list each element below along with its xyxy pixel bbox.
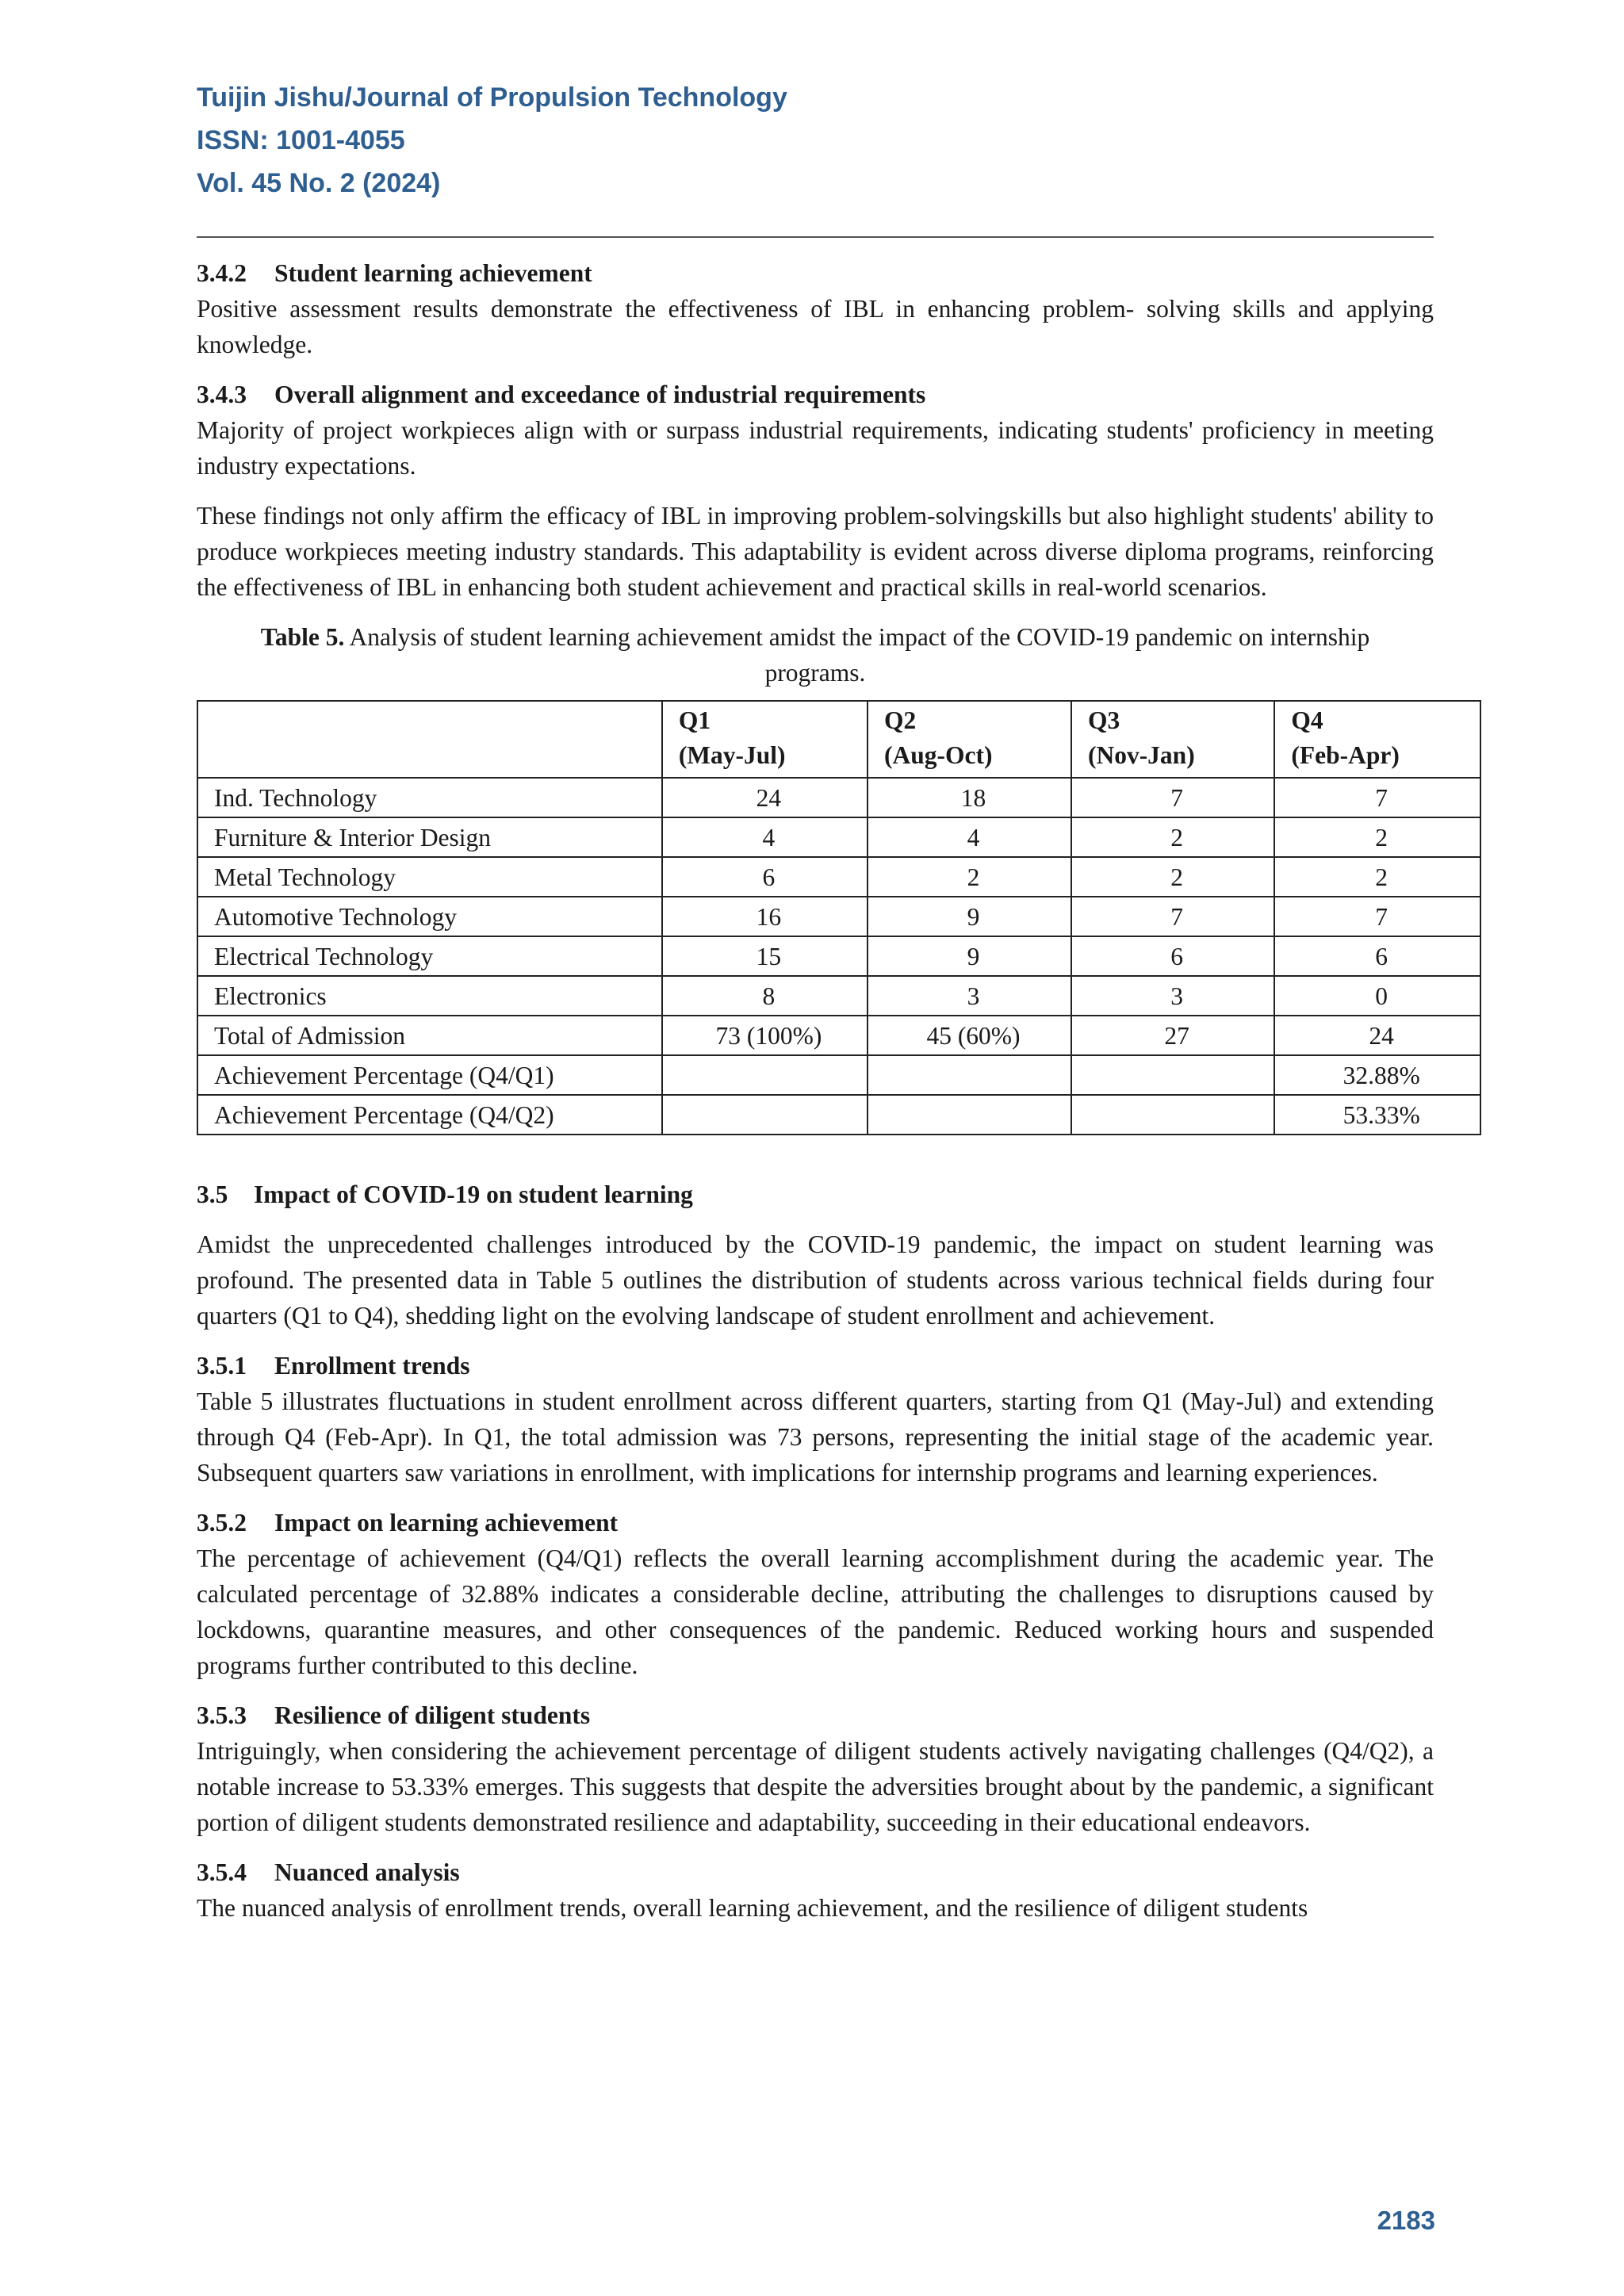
- row-label-cell: Furniture & Interior Design: [197, 817, 662, 857]
- row-label-cell: Automotive Technology: [197, 897, 662, 936]
- value-cell: [662, 1095, 868, 1135]
- section-heading: [197, 1505, 1434, 1540]
- table-row: [197, 976, 1480, 1016]
- page-number: 2183: [1377, 2206, 1435, 2235]
- table-row: [197, 857, 1480, 897]
- row-label-cell: Electrical Technology: [197, 936, 662, 976]
- table-row: [197, 936, 1480, 976]
- paragraph: Majority of project workpieces align with or surpass industrial requirements, indicating students' proficiency in meeting industry expectations.: [197, 416, 1434, 480]
- paragraph: Positive assessment results demonstrate the effectiveness of IBL in enhancing problem- solving skills and applying knowledge.: [197, 295, 1434, 358]
- journal-title: Tuijin Jishu/Journal of Propulsion Technology: [197, 82, 787, 113]
- paragraph: The percentage of achievement (Q4/Q1) reflects the overall learning accomplishment during the academic year. The calculated percentage of 32.88% indicates a considerable decline, attributing the challenges to disruptions caused by lockdowns, quarantine measures, and other consequences of the pandemic. Reduced working hours and suspended programs further contributed to this decline.: [197, 1544, 1434, 1679]
- value-cell: [868, 1055, 1071, 1095]
- row-label-cell: Ind. Technology: [197, 778, 662, 817]
- section-title: Overall alignment and exceedance of industrial requirements: [274, 381, 926, 408]
- value-cell: 0: [1274, 976, 1480, 1016]
- table-caption-text: Analysis of student learning achievement amidst the impact of the COVID-19 pandemic on internship programs.: [349, 623, 1370, 687]
- journal-issn: ISSN: 1001-4055: [197, 125, 405, 155]
- value-cell: 2: [1071, 817, 1274, 857]
- section-heading: [197, 1854, 1434, 1890]
- row-label-cell: Total of Admission: [197, 1016, 662, 1055]
- table-header-cell: Q3 (Nov-Jan): [1071, 701, 1274, 778]
- section-title: Enrollment trends: [274, 1352, 470, 1380]
- value-cell: 24: [1274, 1016, 1480, 1055]
- paragraph: Amidst the unprecedented challenges introduced by the COVID-19 pandemic, the impact on student learning was profound. The presented data in Table 5 outlines the distribution of students across various technical fields during four quarters (Q1 to Q4), shedding light on the evolving landscape of student enrollment and achievement.: [197, 1230, 1434, 1330]
- section-number: 3.5: [197, 1181, 228, 1208]
- section-heading: [197, 1697, 1434, 1733]
- value-cell: 32.88%: [1274, 1055, 1480, 1095]
- value-cell: 7: [1071, 778, 1274, 817]
- table-caption-label: Table 5.: [260, 623, 345, 651]
- paragraph: These findings not only affirm the efficacy of IBL in improving problem-solvingskills but also highlight students' ability to produce workpieces meeting industry standards. This adaptability is evident across diverse diploma programs, reinforcing the effectiveness of IBL in enhancing both student achievement and practical skills in real-world scenarios.: [197, 502, 1434, 601]
- table-row: [197, 817, 1480, 857]
- page-content: [197, 255, 1434, 1926]
- value-cell: 9: [868, 936, 1071, 976]
- value-cell: [1071, 1095, 1274, 1135]
- section-heading: [197, 255, 1434, 291]
- table-caption: [213, 619, 1418, 691]
- table-row: [197, 778, 1480, 817]
- value-cell: 3: [868, 976, 1071, 1016]
- achievement-table: [197, 700, 1481, 1135]
- value-cell: 7: [1274, 778, 1480, 817]
- value-cell: 24: [662, 778, 868, 817]
- paragraph: Intriguingly, when considering the achievement percentage of diligent students actively navigating challenges (Q4/Q2), a notable increase to 53.33% emerges. This suggests that despite the adversities brought about by the pandemic, a significant portion of diligent students demonstrated resilience and adaptability, succeeding in their educational endeavors.: [197, 1737, 1434, 1836]
- section-heading: [197, 377, 1434, 412]
- section-title: Impact of COVID-19 on student learning: [254, 1181, 693, 1208]
- table-row: [197, 897, 1480, 936]
- value-cell: 6: [1274, 936, 1480, 976]
- paragraph: The nuanced analysis of enrollment trends, overall learning achievement, and the resilience of diligent students: [197, 1894, 1308, 1922]
- value-cell: 16: [662, 897, 868, 936]
- section-number: 3.4.2: [197, 259, 247, 287]
- value-cell: 9: [868, 897, 1071, 936]
- table-header-cell: [197, 701, 662, 778]
- table-header-cell: Q1 (May-Jul): [662, 701, 868, 778]
- section-heading: [197, 1177, 1434, 1212]
- value-cell: 2: [1274, 857, 1480, 897]
- value-cell: 45 (60%): [868, 1016, 1071, 1055]
- value-cell: 15: [662, 936, 868, 976]
- section-number: 3.5.4: [197, 1858, 247, 1886]
- section-number: 3.5.2: [197, 1509, 247, 1536]
- section-title: Resilience of diligent students: [274, 1701, 591, 1729]
- section-title: Nuanced analysis: [274, 1858, 460, 1886]
- value-cell: 18: [868, 778, 1071, 817]
- header-divider: [197, 236, 1434, 238]
- value-cell: 3: [1071, 976, 1274, 1016]
- section-title: Student learning achievement: [274, 259, 592, 287]
- table-row-achievement: [197, 1095, 1480, 1135]
- value-cell: [868, 1095, 1071, 1135]
- value-cell: 8: [662, 976, 868, 1016]
- value-cell: 2: [868, 857, 1071, 897]
- value-cell: 2: [1274, 817, 1480, 857]
- row-label-cell: Achievement Percentage (Q4/Q1): [197, 1055, 662, 1095]
- table-header-row: [197, 701, 1480, 778]
- value-cell: 6: [1071, 936, 1274, 976]
- value-cell: [1071, 1055, 1274, 1095]
- value-cell: 4: [662, 817, 868, 857]
- value-cell: 73 (100%): [662, 1016, 868, 1055]
- journal-header: [197, 76, 1434, 205]
- value-cell: 53.33%: [1274, 1095, 1480, 1135]
- section-number: 3.4.3: [197, 381, 247, 408]
- section-title: Impact on learning achievement: [274, 1509, 619, 1536]
- value-cell: [662, 1055, 868, 1095]
- section-number: 3.5.1: [197, 1352, 247, 1380]
- table-header-cell: Q2 (Aug-Oct): [868, 701, 1071, 778]
- row-label-cell: Achievement Percentage (Q4/Q2): [197, 1095, 662, 1135]
- value-cell: 7: [1071, 897, 1274, 936]
- section-heading: [197, 1348, 1434, 1383]
- value-cell: 2: [1071, 857, 1274, 897]
- table-row-achievement: [197, 1055, 1480, 1095]
- paragraph: Table 5 illustrates fluctuations in student enrollment across different quarters, starting from Q1 (May-Jul) and extending through Q4 (Feb-Apr). In Q1, the total admission was 73 persons, representing the initial stage of the academic year. Subsequent quarters saw variations in enrollment, with implications for internship programs and learning experiences.: [197, 1387, 1434, 1487]
- value-cell: 4: [868, 817, 1071, 857]
- table-row-total: [197, 1016, 1480, 1055]
- journal-volume: Vol. 45 No. 2 (2024): [197, 168, 441, 198]
- section-number: 3.5.3: [197, 1701, 247, 1729]
- value-cell: 27: [1071, 1016, 1274, 1055]
- table-header-cell: Q4 (Feb-Apr): [1274, 701, 1480, 778]
- value-cell: 6: [662, 857, 868, 897]
- value-cell: 7: [1274, 897, 1480, 936]
- row-label-cell: Electronics: [197, 976, 662, 1016]
- row-label-cell: Metal Technology: [197, 857, 662, 897]
